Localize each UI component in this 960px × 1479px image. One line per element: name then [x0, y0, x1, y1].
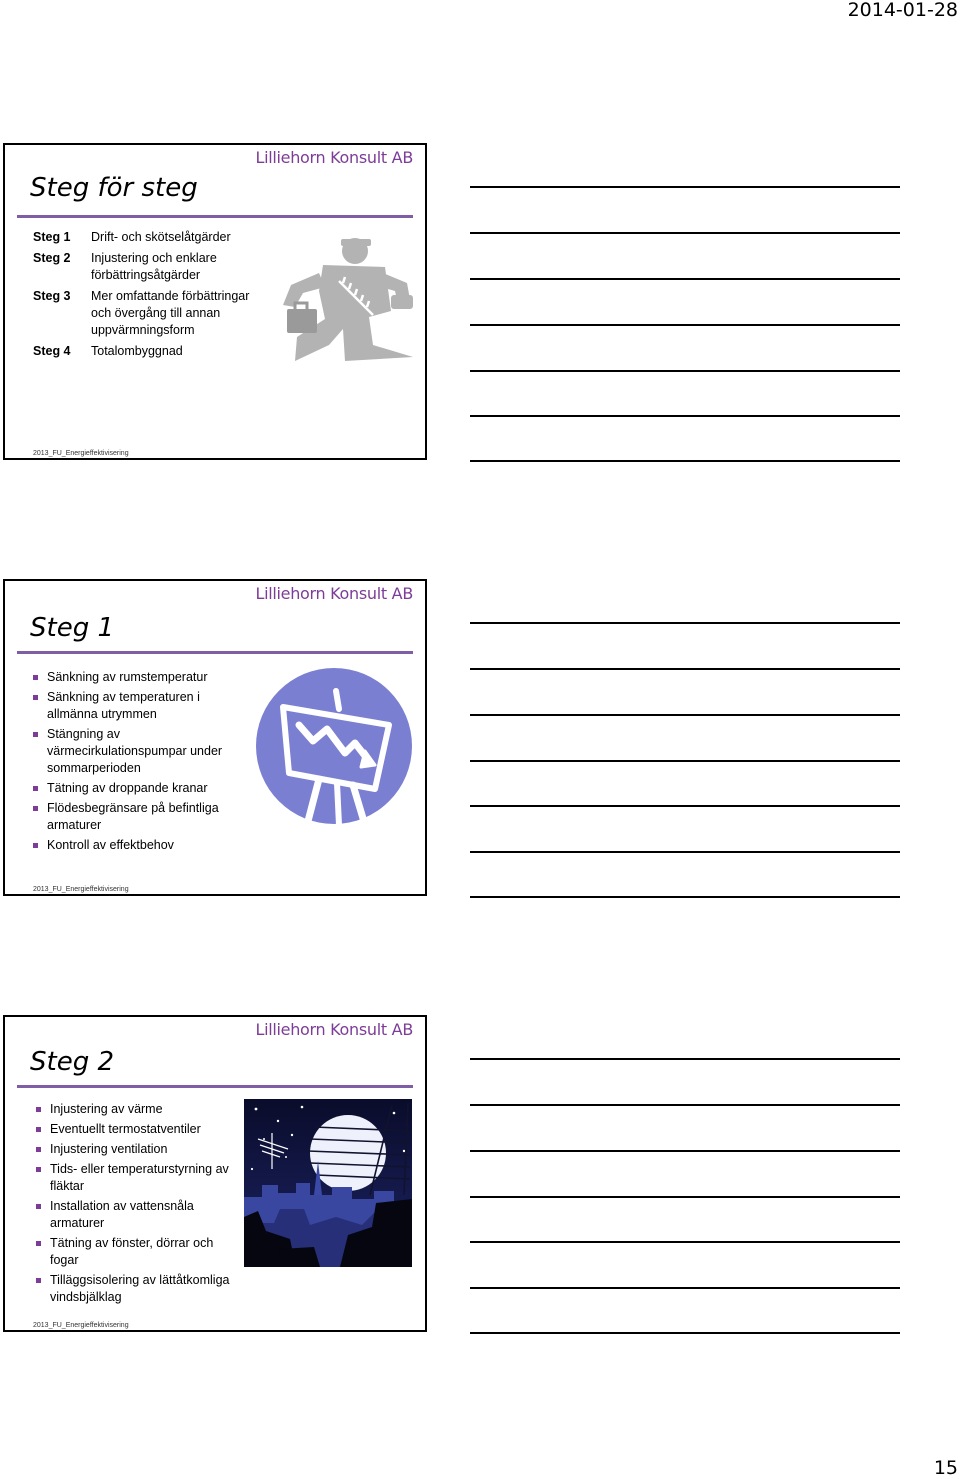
step-text: Mer omfattande förbättringar och övergång till annan uppvärmningsform [91, 289, 250, 337]
list-item: Eventuellt termostatventiler [36, 1121, 236, 1138]
slide-title: Steg för steg [30, 173, 198, 203]
note-line [470, 324, 900, 326]
slide-steg-for-steg [3, 143, 427, 460]
note-line [470, 851, 900, 853]
note-line [470, 1287, 900, 1289]
note-line [470, 896, 900, 898]
step-label: Steg 2 [33, 251, 71, 265]
step-label: Steg 3 [33, 289, 71, 303]
list-item: Installation av vattensnåla armaturer [36, 1198, 236, 1232]
step-row [33, 288, 271, 339]
slide-footer: 2013_FU_Energieffektivisering [33, 450, 129, 457]
note-line [470, 370, 900, 372]
list-item: Flödesbegränsare på befintliga armaturer [33, 800, 243, 834]
step-text: Injustering och enklare förbättringsåtgärder [91, 251, 217, 282]
list-item: Injustering ventilation [36, 1141, 236, 1158]
slide-footer: 2013_FU_Energieffektivisering [33, 886, 129, 893]
step-row [33, 250, 271, 284]
page-number: 15 [933, 1457, 958, 1479]
list-item: Sänkning av rumstemperatur [33, 669, 243, 686]
steps-list [33, 229, 271, 364]
bullet-list [33, 669, 243, 857]
company-name: Lilliehorn Konsult AB [255, 148, 413, 167]
slide-steg-1 [3, 579, 427, 896]
bullet-list [36, 1101, 236, 1309]
note-line [470, 1150, 900, 1152]
slide-title: Steg 2 [30, 1047, 115, 1077]
slide-steg-2 [3, 1015, 427, 1332]
company-name: Lilliehorn Konsult AB [255, 584, 413, 603]
note-line [470, 1058, 900, 1060]
note-line [470, 805, 900, 807]
list-item: Tätning av fönster, dörrar och fogar [36, 1235, 236, 1269]
slide-footer: 2013_FU_Energieffektivisering [33, 1322, 129, 1329]
note-line [470, 415, 900, 417]
note-line [470, 1332, 900, 1334]
note-line [470, 668, 900, 670]
list-item: Kontroll av effektbehov [33, 837, 243, 854]
title-divider [17, 215, 413, 218]
step-row [33, 343, 271, 360]
list-item: Stängning av värmecirkulationspumpar under sommarperioden [33, 726, 243, 777]
note-line [470, 622, 900, 624]
worker-illustration [273, 233, 418, 363]
step-text: Totalombyggnad [91, 344, 183, 358]
note-line [470, 1104, 900, 1106]
step-row [33, 229, 271, 246]
list-item: Sänkning av temperaturen i allmänna utrymmen [33, 689, 243, 723]
list-item: Tilläggsisolering av lättåtkomliga vindsbjälklag [36, 1272, 236, 1306]
title-divider [17, 651, 413, 654]
list-item: Injustering av värme [36, 1101, 236, 1118]
note-line [470, 760, 900, 762]
note-line [470, 186, 900, 188]
title-divider [17, 1085, 413, 1088]
step-label: Steg 1 [33, 230, 71, 244]
note-line [470, 460, 900, 462]
falling-chart-easel-icon [255, 667, 413, 825]
step-text: Drift- och skötselåtgärder [91, 230, 231, 244]
night-city-moon-illustration [244, 1099, 412, 1267]
note-line [470, 232, 900, 234]
note-line [470, 278, 900, 280]
note-line [470, 1196, 900, 1198]
slide-title: Steg 1 [30, 613, 115, 643]
list-item: Tids- eller temperaturstyrning av fläktar [36, 1161, 236, 1195]
list-item: Tätning av droppande kranar [33, 780, 243, 797]
note-line [470, 714, 900, 716]
page-date: 2014-01-28 [847, 0, 958, 21]
company-name: Lilliehorn Konsult AB [255, 1020, 413, 1039]
step-label: Steg 4 [33, 344, 71, 358]
note-line [470, 1241, 900, 1243]
